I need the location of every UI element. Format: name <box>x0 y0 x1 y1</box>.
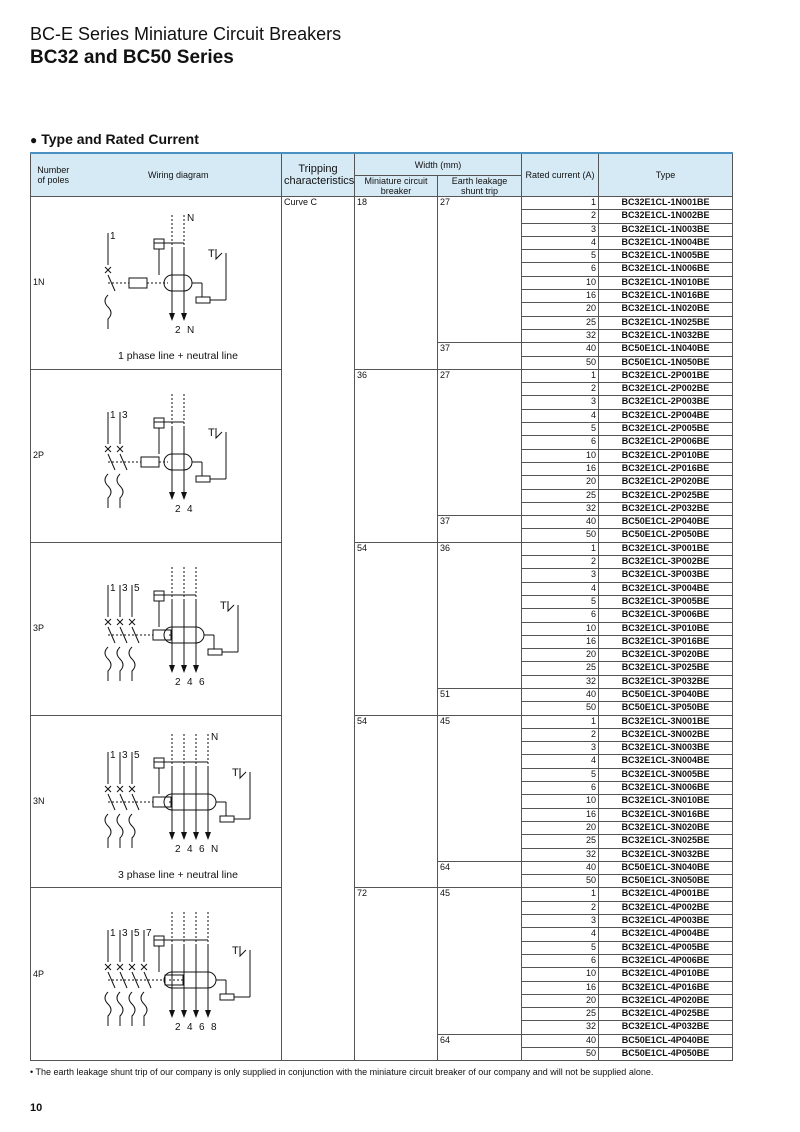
type-code-cell: BC50E1CL-4P040BE <box>599 1034 733 1047</box>
rated-current-cell: 20 <box>522 303 599 316</box>
type-table <box>30 152 733 1061</box>
type-code-cell: BC50E1CL-3P050BE <box>599 702 733 715</box>
mcb-width-cell: 18 <box>355 197 438 370</box>
col-poles: Number of poles <box>31 153 76 197</box>
rated-current-cell: 50 <box>522 356 599 369</box>
shunt-width-cell: 45 <box>438 715 522 861</box>
type-code-cell: BC32E1CL-1N005BE <box>599 250 733 263</box>
neutral-label: N <box>211 731 219 743</box>
rated-current-cell: 6 <box>522 436 599 449</box>
rated-current-cell: 10 <box>522 276 599 289</box>
rated-current-cell: 1 <box>522 197 599 210</box>
type-code-cell: BC32E1CL-4P006BE <box>599 954 733 967</box>
type-code-cell: BC32E1CL-2P005BE <box>599 423 733 436</box>
type-code-cell: BC32E1CL-2P016BE <box>599 462 733 475</box>
trip-symbol: T <box>208 247 215 260</box>
header-row <box>31 153 733 176</box>
type-code-cell: BC32E1CL-3N003BE <box>599 742 733 755</box>
type-code-cell: BC32E1CL-3P002BE <box>599 556 733 569</box>
load-terminal-label: 2 <box>175 324 181 336</box>
rated-current-cell: 5 <box>522 595 599 608</box>
line-terminal-label: 5 <box>134 928 140 940</box>
type-code-cell: BC32E1CL-1N010BE <box>599 276 733 289</box>
line-terminal-label: 1 <box>110 928 116 940</box>
rated-current-cell: 3 <box>522 396 599 409</box>
col-tripping: Tripping characteristics <box>282 153 355 197</box>
rated-current-cell: 16 <box>522 635 599 648</box>
rated-current-cell: 16 <box>522 808 599 821</box>
type-code-cell: BC32E1CL-1N006BE <box>599 263 733 276</box>
load-terminal-label: N <box>187 324 195 336</box>
shunt-width-cell: 45 <box>438 888 522 1034</box>
neutral-label: N <box>187 212 195 224</box>
col-shunt: Earth leakage shunt trip <box>438 176 522 197</box>
type-code-cell: BC32E1CL-1N003BE <box>599 223 733 236</box>
poles-cell: 2P <box>31 369 76 542</box>
section-title: Type and Rated Current <box>41 131 199 147</box>
type-code-cell: BC32E1CL-4P020BE <box>599 994 733 1007</box>
type-code-cell: BC32E1CL-4P010BE <box>599 968 733 981</box>
type-code-cell: BC32E1CL-3P016BE <box>599 635 733 648</box>
type-code-cell: BC32E1CL-1N004BE <box>599 236 733 249</box>
rated-current-cell: 20 <box>522 649 599 662</box>
type-code-cell: BC32E1CL-3N020BE <box>599 821 733 834</box>
shunt-width-cell: 27 <box>438 369 522 515</box>
table-row <box>31 542 733 555</box>
poles-cell: 4P <box>31 888 76 1061</box>
rated-current-cell: 32 <box>522 1021 599 1034</box>
rated-current-cell: 25 <box>522 316 599 329</box>
rated-current-cell: 2 <box>522 728 599 741</box>
type-code-cell: BC32E1CL-3N001BE <box>599 715 733 728</box>
rated-current-cell: 3 <box>522 915 599 928</box>
load-terminal-label: 4 <box>187 843 193 855</box>
load-terminal-label: 8 <box>211 1022 217 1034</box>
load-terminal-label: 6 <box>199 843 205 855</box>
page-title: BC-E Series Miniature Circuit Breakers <box>30 24 342 44</box>
rated-current-cell: 5 <box>522 768 599 781</box>
shunt-width-cell: 64 <box>438 861 522 888</box>
load-terminal-label: 4 <box>187 503 193 515</box>
rated-current-cell: 6 <box>522 782 599 795</box>
shunt-width-cell: 37 <box>438 516 522 543</box>
rated-current-cell: 2 <box>522 556 599 569</box>
type-code-cell: BC32E1CL-3N006BE <box>599 782 733 795</box>
type-code-cell: BC32E1CL-4P003BE <box>599 915 733 928</box>
wiring-diagram <box>80 718 276 886</box>
trip-symbol: T <box>208 426 215 439</box>
wiring-diagram <box>80 551 276 707</box>
type-code-cell: BC32E1CL-4P032BE <box>599 1021 733 1034</box>
rated-current-cell: 50 <box>522 875 599 888</box>
load-terminal-label: 6 <box>199 1022 205 1034</box>
wiring-diagram-cell <box>76 369 282 542</box>
type-code-cell: BC50E1CL-2P050BE <box>599 529 733 542</box>
rated-current-cell: 4 <box>522 928 599 941</box>
trip-symbol: T <box>220 599 227 612</box>
col-rated: Rated current (A) <box>522 153 599 197</box>
rated-current-cell: 6 <box>522 954 599 967</box>
col-type: Type <box>599 153 733 197</box>
load-terminal-label: 4 <box>187 1022 193 1034</box>
line-terminal-label: 3 <box>122 928 128 940</box>
type-code-cell: BC32E1CL-1N025BE <box>599 316 733 329</box>
rated-current-cell: 50 <box>522 702 599 715</box>
shunt-width-cell: 37 <box>438 343 522 370</box>
line-terminal-label: 1 <box>110 582 116 594</box>
wiring-diagram <box>80 896 276 1052</box>
rated-current-cell: 40 <box>522 343 599 356</box>
rated-current-cell: 3 <box>522 569 599 582</box>
type-code-cell: BC32E1CL-3N004BE <box>599 755 733 768</box>
table-row <box>31 888 733 901</box>
rated-current-cell: 5 <box>522 423 599 436</box>
rated-current-cell: 32 <box>522 502 599 515</box>
table-row <box>31 369 733 382</box>
rated-current-cell: 1 <box>522 369 599 382</box>
rated-current-cell: 20 <box>522 821 599 834</box>
type-code-cell: BC32E1CL-2P003BE <box>599 396 733 409</box>
rated-current-cell: 2 <box>522 210 599 223</box>
rated-current-cell: 32 <box>522 675 599 688</box>
wiring-diagram <box>80 378 276 534</box>
rated-current-cell: 3 <box>522 742 599 755</box>
type-code-cell: BC32E1CL-3N032BE <box>599 848 733 861</box>
rated-current-cell: 5 <box>522 250 599 263</box>
line-terminal-label: 5 <box>134 582 140 594</box>
type-code-cell: BC32E1CL-1N020BE <box>599 303 733 316</box>
trip-symbol: T <box>232 766 239 779</box>
type-code-cell: BC32E1CL-1N016BE <box>599 290 733 303</box>
type-code-cell: BC32E1CL-3P032BE <box>599 675 733 688</box>
rated-current-cell: 50 <box>522 1048 599 1061</box>
poles-cell: 1N <box>31 197 76 370</box>
line-terminal-label: 1 <box>110 230 116 242</box>
diagram-caption: 1 phase line + neutral line <box>118 349 239 362</box>
type-code-cell: BC50E1CL-1N040BE <box>599 343 733 356</box>
rated-current-cell: 3 <box>522 223 599 236</box>
mcb-width-cell: 54 <box>355 542 438 715</box>
table-body <box>31 197 733 1061</box>
table-row <box>31 197 733 210</box>
type-code-cell: BC50E1CL-3N040BE <box>599 861 733 874</box>
load-terminal-label: 2 <box>175 676 181 688</box>
load-terminal-label: 2 <box>175 843 181 855</box>
page-number: 10 <box>30 1102 43 1114</box>
wiring-diagram-cell <box>76 542 282 715</box>
rated-current-cell: 1 <box>522 888 599 901</box>
shunt-width-cell: 51 <box>438 688 522 715</box>
footnote: • The earth leakage shunt trip of our company is only supplied in conjunction with the miniature circuit breaker of our company and will not be supplied alone. <box>30 1067 654 1077</box>
type-code-cell: BC32E1CL-3P010BE <box>599 622 733 635</box>
rated-current-cell: 4 <box>522 236 599 249</box>
type-code-cell: BC32E1CL-3N016BE <box>599 808 733 821</box>
type-code-cell: BC50E1CL-1N050BE <box>599 356 733 369</box>
col-width: Width (mm) <box>355 153 522 176</box>
rated-current-cell: 2 <box>522 901 599 914</box>
type-code-cell: BC32E1CL-1N032BE <box>599 329 733 342</box>
type-code-cell: BC32E1CL-4P002BE <box>599 901 733 914</box>
line-terminal-label: 1 <box>110 749 116 761</box>
rated-current-cell: 20 <box>522 476 599 489</box>
rated-current-cell: 40 <box>522 688 599 701</box>
rated-current-cell: 40 <box>522 861 599 874</box>
type-code-cell: BC32E1CL-2P002BE <box>599 383 733 396</box>
rated-current-cell: 5 <box>522 941 599 954</box>
rated-current-cell: 40 <box>522 516 599 529</box>
type-code-cell: BC32E1CL-3P003BE <box>599 569 733 582</box>
type-code-cell: BC32E1CL-4P025BE <box>599 1008 733 1021</box>
col-wiring: Wiring diagram <box>76 153 282 197</box>
type-code-cell: BC50E1CL-2P040BE <box>599 516 733 529</box>
tripping-cell: Curve C <box>282 197 355 1061</box>
rated-current-cell: 16 <box>522 462 599 475</box>
mcb-width-cell: 72 <box>355 888 438 1061</box>
line-terminal-label: 3 <box>122 749 128 761</box>
trip-symbol: T <box>232 945 239 958</box>
load-terminal-label: 2 <box>175 503 181 515</box>
rated-current-cell: 2 <box>522 383 599 396</box>
rated-current-cell: 25 <box>522 489 599 502</box>
rated-current-cell: 20 <box>522 994 599 1007</box>
rated-current-cell: 4 <box>522 582 599 595</box>
rated-current-cell: 25 <box>522 1008 599 1021</box>
type-code-cell: BC50E1CL-3P040BE <box>599 688 733 701</box>
rated-current-cell: 16 <box>522 290 599 303</box>
line-terminal-label: 5 <box>134 749 140 761</box>
table-row <box>31 715 733 728</box>
rated-current-cell: 50 <box>522 529 599 542</box>
line-terminal-label: 1 <box>110 409 116 421</box>
rated-current-cell: 25 <box>522 835 599 848</box>
type-code-cell: BC32E1CL-3N002BE <box>599 728 733 741</box>
type-code-cell: BC32E1CL-2P010BE <box>599 449 733 462</box>
load-terminal-label: N <box>211 843 219 855</box>
rated-current-cell: 10 <box>522 622 599 635</box>
wiring-diagram-cell <box>76 197 282 370</box>
wiring-diagram-cell <box>76 888 282 1061</box>
col-mcb: Miniature circuit breaker <box>355 176 438 197</box>
shunt-width-cell: 64 <box>438 1034 522 1061</box>
type-code-cell: BC32E1CL-4P016BE <box>599 981 733 994</box>
type-code-cell: BC32E1CL-2P006BE <box>599 436 733 449</box>
type-code-cell: BC32E1CL-3N005BE <box>599 768 733 781</box>
type-code-cell: BC32E1CL-2P004BE <box>599 409 733 422</box>
mcb-width-cell: 54 <box>355 715 438 888</box>
rated-current-cell: 16 <box>522 981 599 994</box>
type-code-cell: BC32E1CL-3P004BE <box>599 582 733 595</box>
bullet-icon: ● <box>30 133 38 147</box>
type-code-cell: BC32E1CL-3P020BE <box>599 649 733 662</box>
poles-cell: 3P <box>31 542 76 715</box>
rated-current-cell: 6 <box>522 263 599 276</box>
load-terminal-label: 6 <box>199 676 205 688</box>
line-terminal-label: 7 <box>146 928 152 940</box>
rated-current-cell: 10 <box>522 449 599 462</box>
load-terminal-label: 2 <box>175 1022 181 1034</box>
rated-current-cell: 25 <box>522 662 599 675</box>
rated-current-cell: 10 <box>522 968 599 981</box>
type-code-cell: BC32E1CL-3P001BE <box>599 542 733 555</box>
page-subtitle: BC32 and BC50 Series <box>30 47 234 68</box>
line-terminal-label: 3 <box>122 409 128 421</box>
type-code-cell: BC50E1CL-3N050BE <box>599 875 733 888</box>
rated-current-cell: 4 <box>522 755 599 768</box>
line-terminal-label: 3 <box>122 582 128 594</box>
diagram-caption: 3 phase line + neutral line <box>118 868 239 881</box>
load-terminal-label: 4 <box>187 676 193 688</box>
type-code-cell: BC32E1CL-2P032BE <box>599 502 733 515</box>
type-code-cell: BC32E1CL-4P001BE <box>599 888 733 901</box>
type-code-cell: BC32E1CL-3N010BE <box>599 795 733 808</box>
type-code-cell: BC32E1CL-3N025BE <box>599 835 733 848</box>
wiring-diagram-cell <box>76 715 282 888</box>
rated-current-cell: 32 <box>522 848 599 861</box>
type-code-cell: BC32E1CL-3P005BE <box>599 595 733 608</box>
wiring-diagram <box>80 199 276 367</box>
rated-current-cell: 32 <box>522 329 599 342</box>
section-heading <box>30 131 199 147</box>
type-code-cell: BC32E1CL-1N002BE <box>599 210 733 223</box>
type-code-cell: BC50E1CL-4P050BE <box>599 1048 733 1061</box>
rated-current-cell: 6 <box>522 609 599 622</box>
type-code-cell: BC32E1CL-3P006BE <box>599 609 733 622</box>
type-code-cell: BC32E1CL-1N001BE <box>599 197 733 210</box>
shunt-width-cell: 36 <box>438 542 522 688</box>
type-code-cell: BC32E1CL-4P005BE <box>599 941 733 954</box>
mcb-width-cell: 36 <box>355 369 438 542</box>
rated-current-cell: 1 <box>522 715 599 728</box>
type-code-cell: BC32E1CL-3P025BE <box>599 662 733 675</box>
type-code-cell: BC32E1CL-2P025BE <box>599 489 733 502</box>
rated-current-cell: 10 <box>522 795 599 808</box>
shunt-width-cell: 27 <box>438 197 522 343</box>
rated-current-cell: 4 <box>522 409 599 422</box>
poles-cell: 3N <box>31 715 76 888</box>
type-code-cell: BC32E1CL-4P004BE <box>599 928 733 941</box>
rated-current-cell: 40 <box>522 1034 599 1047</box>
type-code-cell: BC32E1CL-2P001BE <box>599 369 733 382</box>
rated-current-cell: 1 <box>522 542 599 555</box>
type-code-cell: BC32E1CL-2P020BE <box>599 476 733 489</box>
